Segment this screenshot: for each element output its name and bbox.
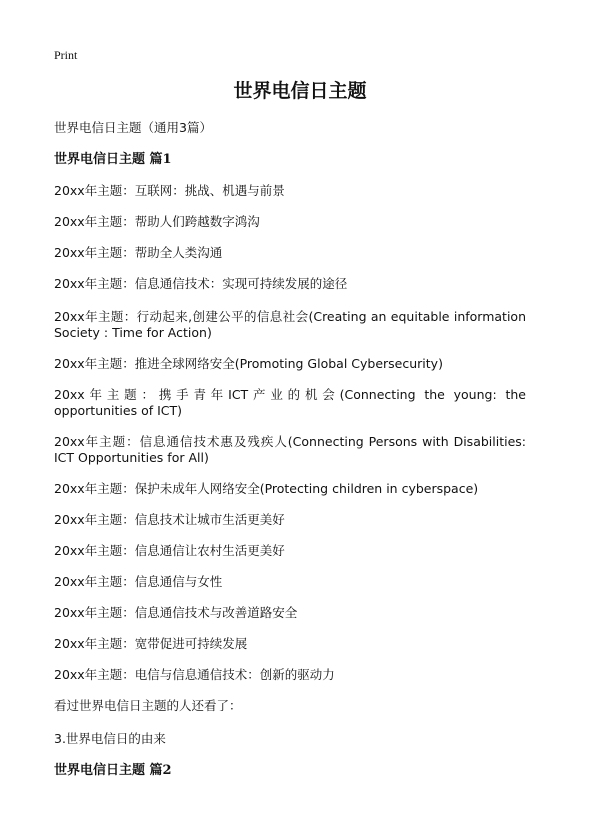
theme-item: 20xx年主题：信息通信与女性 bbox=[54, 574, 223, 589]
document-subtitle: 世界电信日主题（通用3篇） bbox=[54, 120, 212, 135]
theme-item: 20xx年主题：保护未成年人网络安全(Protecting children in cyberspace) bbox=[54, 481, 479, 496]
theme-item: 20xx年主题：推进全球网络安全(Promoting Global Cybersecurity) bbox=[54, 356, 443, 371]
theme-item: 20xx年主题：信息通信技术惠及残疾人(Connecting Persons with Disabilities: ICT Opportunities for All) bbox=[54, 434, 526, 465]
section-heading-1: 世界电信日主题 篇1 bbox=[54, 152, 172, 167]
theme-item: 20xx年主题：帮助全人类沟通 bbox=[54, 245, 223, 260]
print-label[interactable]: Print bbox=[54, 48, 78, 62]
document-title: 世界电信日主题 bbox=[233, 80, 367, 102]
theme-item: 20xx年主题：宽带促进可持续发展 bbox=[54, 636, 248, 651]
theme-item: 20xx年主题：电信与信息通信技术：创新的驱动力 bbox=[54, 667, 335, 682]
related-article-link[interactable]: 3.世界电信日的由来 bbox=[54, 731, 166, 746]
theme-item: 20xx年主题：信息通信技术与改善道路安全 bbox=[54, 605, 298, 620]
theme-item: 20xx年主题：信息通信技术：实现可持续发展的途径 bbox=[54, 276, 348, 291]
theme-item: 20xx年主题：信息技术让城市生活更美好 bbox=[54, 512, 285, 527]
theme-item: 20xx年主题：信息通信让农村生活更美好 bbox=[54, 543, 285, 558]
section-heading-2: 世界电信日主题 篇2 bbox=[54, 763, 172, 778]
also-viewed-label: 看过世界电信日主题的人还看了： bbox=[54, 698, 242, 713]
theme-item: 20xx年主题：帮助人们跨越数字鸿沟 bbox=[54, 214, 260, 229]
theme-item: 20xx年主题：互联网：挑战、机遇与前景 bbox=[54, 183, 285, 198]
theme-item: 20xx年主题：行动起来,创建公平的信息社会(Creating an equitable information Society : Time for Action) bbox=[54, 309, 526, 340]
theme-item: 20xx年主题：携手青年ICT产业的机会(Connecting the young: the opportunities of ICT) bbox=[54, 387, 526, 418]
